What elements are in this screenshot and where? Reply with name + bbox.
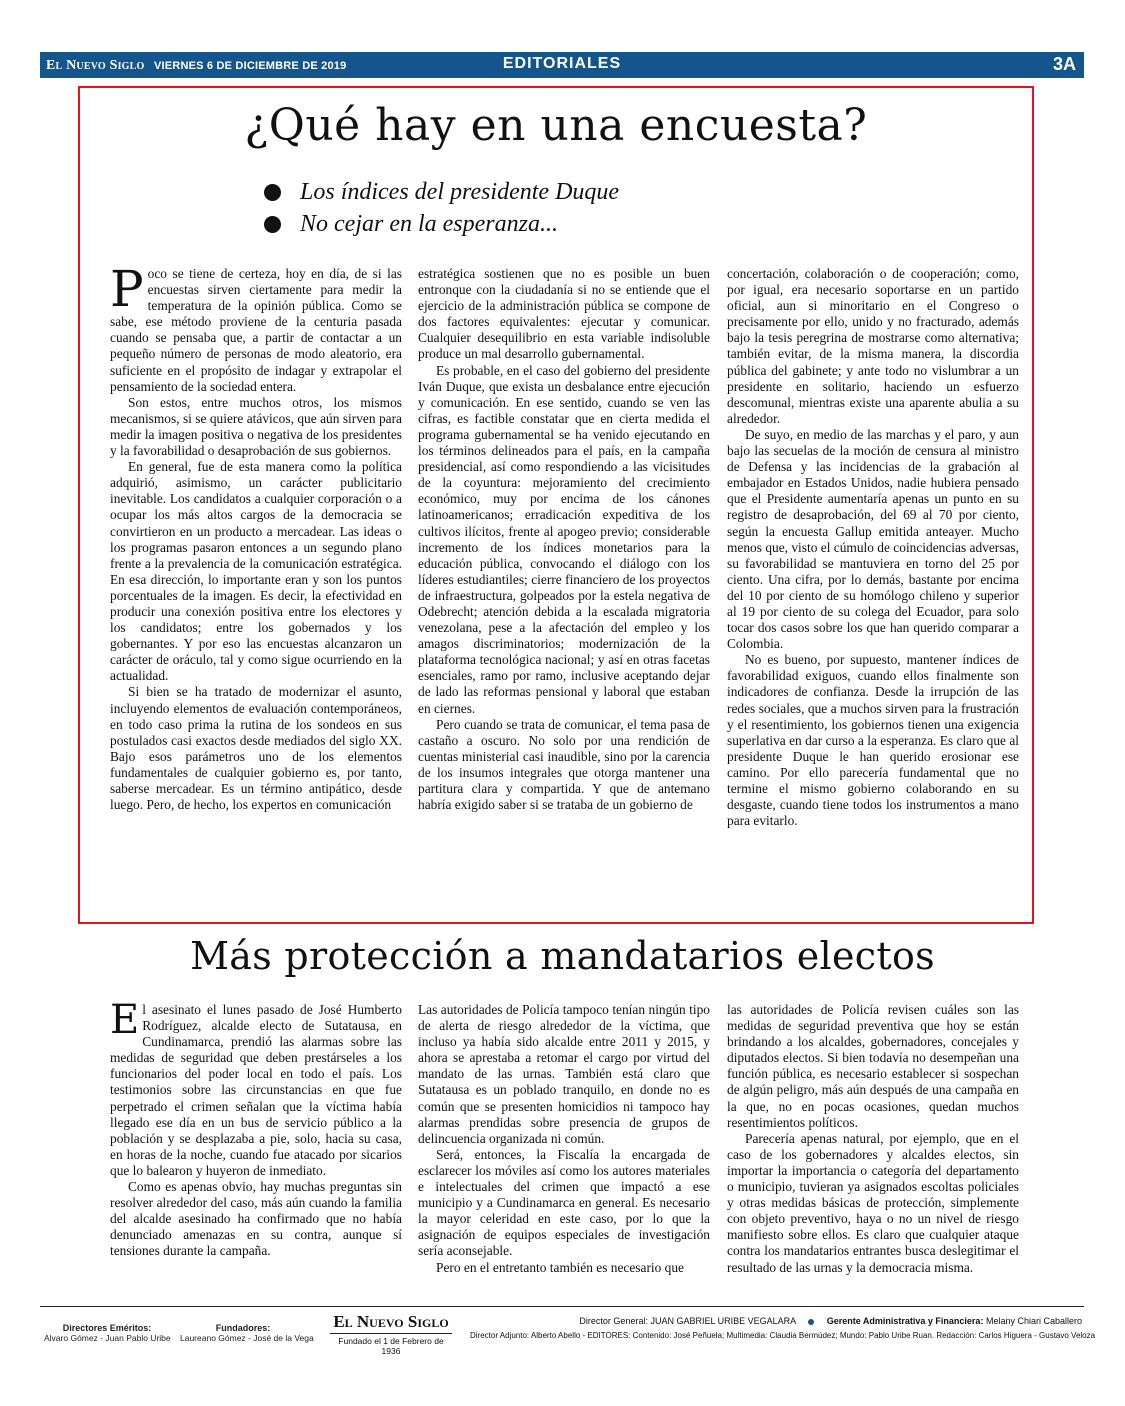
footer-founders bbox=[180, 1323, 314, 1343]
founders-names: Laureano Gómez - José de la Vega bbox=[180, 1333, 314, 1343]
text-column-1 bbox=[110, 1002, 402, 1294]
subhead-item bbox=[262, 176, 619, 208]
text-column-3 bbox=[727, 266, 1019, 916]
bullet-dot-icon bbox=[264, 216, 281, 233]
founders-label: Fundadores: bbox=[215, 1323, 271, 1333]
paragraph: En general, fue de esta manera como la política adquirió, asimismo, un carácter publicitario inevitable. Los candidatos a cualquier corporación o a ocupar los más altos cargos de la democracia se convirtieron en un producto a mercadear. Las ideas o los programas pasaron entonces a un segundo plano frente a la prevalencia de la comunicación estratégica. En esa dirección, lo importante eran y son los puntos porcentuales de la imagen. Es decir, la efectividad en producir una conexión positiva entre los electores y los candidatos; entre los gobernados y los gobernantes. Y por eso las encuestas alcanzaron un carácter de oráculo, tal y como sigue ocurriendo en la actualidad. bbox=[110, 459, 402, 684]
paragraph: concertación, colaboración o de cooperación; como, por igual, era necesario soportarse en un partido oficial, aun si minoritario en el Congreso o precisamente por ello, unido y no fracturado, además bajo la tesis peregrina de mostrarse como alternativa; también evitar, de la misma manera, la discordia pública del gabinete; y ante todo no vislumbrar a un presidente en solitario, haciendo un esfuerzo descomunal, mientras existe una aparente abulia a su alrededor. bbox=[727, 266, 1019, 426]
paragraph: Parecería apenas natural, por ejemplo, que en el caso de los gobernadores y alcaldes electos, sin importar la importancia o categoría del departamento o municipio, tuvieran ya asignados escoltas policiales y otras medidas básicas de protección, simplemente con objeto preventivo, haya o no un nivel de riesgo manifiesto sobre ellos. Es claro que cualquier ataque contra los mandatarios entrantes busca deslegitimar el resultado de las urnas y la democracia misma. bbox=[727, 1130, 1019, 1275]
paragraph-text: oco se tiene de certeza, hoy en día, de si las encuestas sirven ciertamente para medir la temperatura de la opinión pública. Como se sabe, ese método proviene de la centuria pasada cuando se pensaba que, a partir de contactar a un pequeño número de personas de modo aleatorio, era suficiente en el propósito de indagar y extrapolar el pensamiento de la sociedad entera. bbox=[110, 266, 402, 394]
manager-label: Gerente Administrativa y Financiera: bbox=[826, 1316, 984, 1326]
page-number: 3A bbox=[1052, 54, 1076, 74]
paragraph-text: l asesinato el lunes pasado de José Humberto Rodríguez, alcalde electo de Sutatausa, en Cundinamarca, prendió las alarmas sobre las medidas de seguridad que deben prestárseles a los funcionarios del poder local en todo el país. Los testimonios sobre las circunstancias en que fue perpetrado el crimen señalan que la víctima había llegado ese día en un bus de servicio público a la población y se desplazaba a pie, solo, hacia su casa, en horas de la noche, cuando fue atacado por sicarios que lo balearon y huyeron de inmediato. bbox=[110, 1002, 402, 1178]
editorial-body bbox=[110, 266, 1024, 914]
directors-label: Directores Eméritos: bbox=[62, 1323, 152, 1333]
subhead-item bbox=[262, 208, 619, 240]
text-column-1 bbox=[110, 266, 402, 916]
paragraph: Pero cuando se trata de comunicar, el tema pasa de castaño a oscuro. No solo por una rendición de cuentas ministerial casi inaudible, sino por la carencia de los insumos integrales que otorga mantener una partitura clara y compartida. Y que de antemano habría exigido saber si se trataba de un gobierno de bbox=[418, 716, 710, 813]
text-column-3 bbox=[727, 1002, 1019, 1294]
footer-logo: El Nuevo Siglo bbox=[330, 1312, 452, 1334]
paragraph: Son estos, entre muchos otros, los mismos mecanismos, si se quiere atávicos, que aún sirven para medir la imagen positiva o negativa de los presidentes y la favorabilidad o desaprobación de sus gobiernos. bbox=[110, 394, 402, 459]
paragraph: Como es apenas obvio, hay muchas preguntas sin resolver alrededor del caso, más aún cuando la familia del alcalde asesinado ha confirmado que no había denunciado amenazas en su contra, aunque sí tensiones durante la campaña. bbox=[110, 1179, 402, 1259]
issue-date: VIERNES 6 DE DICIEMBRE DE 2019 bbox=[153, 60, 347, 72]
paragraph: Las autoridades de Policía tampoco tenían ningún tipo de alerta de riesgo alrededor de la víctima, que incluso ya había sido alcalde entre 2011 y 2015, y ahora se aprestaba a retomar el cargo por virtud del mandato de las urnas. También está claro que Sutatausa es un poblado tranquilo, en donde no es común que se presenten homicidios ni tampoco hay alarmas prendidas sobre presencia de grupos de delincuencia organizada ni común. bbox=[418, 1002, 710, 1146]
section-title: EDITORIALES bbox=[502, 55, 622, 72]
second-editorial-body bbox=[110, 1002, 1024, 1292]
paragraph: Será, entonces, la Fiscalía la encargada de esclarecer los móviles así como los autores materiales e intelectuales del crimen que impactó a ese municipio y a Cundinamarca en general. Es necesario la mayor celeridad en este caso, por lo que la asignación de equipos especiales de investigación sería aconsejable. bbox=[418, 1146, 710, 1259]
editorial-subheads bbox=[262, 176, 619, 240]
paragraph: Si bien se ha tratado de modernizar el asunto, incluyendo elementos de evaluación contemporáneos, en todo caso prima la rutina de los sondeos en sus postulados casi exactos desde mediados del siglo XX. Bajo esos parámetros uno de los elementos fundamentales de cualquier gobierno es, por tanto, saberse mercadear. Es un término antipático, desde luego. Pero, de hecho, los expertos en comunicación bbox=[110, 684, 402, 813]
second-editorial-title: Más protección a mandatarios electos bbox=[190, 934, 935, 978]
staff-row-1 bbox=[470, 1316, 1082, 1326]
paragraph: estratégica sostienen que no es posible un buen entronque con la ciudadanía si no se entiende que el ejercicio de la administración pública se compone de dos factores equivalentes: ejecutar y comunicar. Cualquier desequilibrio en esta variable indisoluble produce un mal desarrollo gubernamental. bbox=[418, 266, 710, 362]
paragraph bbox=[110, 266, 402, 395]
text-column-2 bbox=[418, 1002, 710, 1294]
directors-names: Alvaro Gómez - Juan Pablo Uribe bbox=[44, 1333, 171, 1343]
footer-directors bbox=[44, 1323, 170, 1343]
director-general-label: Director General: bbox=[579, 1316, 648, 1326]
footer-staff bbox=[470, 1316, 1096, 1340]
section-header-bar bbox=[40, 52, 1084, 78]
paragraph: No es bueno, por supuesto, mantener índices de favorabilidad exiguos, cuando ellos finalmente son indicadores de confianza. Desde la irrupción de las redes sociales, que a muchos sirven para la frustración y el resentimiento, los gobiernos tienen una exigencia superlativa en dar curso a la esperanza. Es claro que al presidente Duque le han querido erosionar ese camino. Por ello parecería fundamental que no termine el mismo gobierno colaborando en su desgaste, cuando tiene todos los instrumentos a mano para evitarlo. bbox=[727, 652, 1019, 829]
drop-cap: P bbox=[110, 266, 144, 318]
footer-divider bbox=[40, 1306, 1084, 1307]
editorial-title: ¿Qué hay en una encuesta? bbox=[244, 100, 868, 151]
subhead-text: No cejar en la esperanza... bbox=[300, 211, 558, 237]
footer-logo-block bbox=[330, 1312, 452, 1356]
text-column-2 bbox=[418, 266, 710, 916]
paragraph: las autoridades de Policía revisen cuáles son las medidas de seguridad preventiva que hoy se están brindando a los alcaldes, gobernadores, concejales y diputados electos. Si bien todavía no desempeñan una función pública, es necesario establecer si sospechan de algún peligro, más aún después de una campaña en la que, no en pocas ocasiones, quedan muchos resentimientos políticos. bbox=[727, 1002, 1019, 1130]
director-general-name: JUAN GABRIEL URIBE VEGALARA bbox=[650, 1316, 796, 1326]
separator-dot-icon bbox=[808, 1319, 814, 1325]
newspaper-brand: El Nuevo Siglo bbox=[46, 58, 145, 73]
subhead-text: Los índices del presidente Duque bbox=[300, 179, 620, 205]
staff-row-2: Director Adjunto: Alberto Abello - EDITORES: Contenido: José Peñuela; Multimedia: Claudia Bermúdez; Mundo: Pablo Uribe Ruan. Redacción: Carlos Higuera - Gustavo Veloza bbox=[470, 1331, 1096, 1340]
manager-name: Melany Chiari Caballero bbox=[985, 1316, 1082, 1326]
paragraph: Pero en el entretanto también es necesario que bbox=[436, 1259, 684, 1275]
bullet-dot-icon bbox=[264, 184, 281, 201]
paragraph: De suyo, en medio de las marchas y el paro, y aun bajo las secuelas de la moción de censura al ministro de Defensa y las incidencias de la grabación al embajador en Estados Unidos, nadie hubiera pensado que el Presidente aumentaría apenas un punto en su registro de desaprobación, del 69 al 70 por ciento, según la encuesta Gallup emitida anteayer. Mucho menos que, visto el cúmulo de coincidencias adversas, su favorabilidad se mantuviera en torno del 25 por ciento. Una cifra, por lo demás, bastante por encima del 10 por ciento de su homólogo chileno y superior al 19 por ciento de su colega del Ecuador, para solo tocar dos casos sobre los que han querido comparar a Colombia. bbox=[727, 426, 1019, 652]
paragraph bbox=[110, 1002, 402, 1179]
founded-date: Fundado el 1 de Febrero de 1936 bbox=[338, 1336, 444, 1356]
drop-cap: E bbox=[110, 1002, 140, 1043]
paragraph: Es probable, en el caso del gobierno del presidente Iván Duque, que exista un desbalance entre ejecución y comunicación. En ese sentido, cuando se ven las cifras, es factible constatar que en cierta medida el programa gubernamental se ha venido ejecutando en los términos delineados para el país, en la campaña presidencial, así como respondiendo a las vicisitudes de la coyuntura: mejoramiento del crecimiento económico, muy por encima de los cánones latinoamericanos; erradicación expeditiva de los cultivos ilícitos, frente al apogeo previo; considerable incremento de los índices monetarios para la educación pública, convocando el diálogo con los líderes estudiantiles; cierre financiero de los proyectos de infraestructura, golpeados por la estela negativa de Odebrecht; atención debida a la escalada migratoria venezolana, pese a la afectación del empleo y los amagos discriminatorios; modernización de la plataforma tecnológica nacional; y así en otras facetas esenciales, ramo por ramo, inclusive aceptando dejar de lado las reformas pensional y laboral que estaban en ciernes. bbox=[418, 362, 710, 716]
